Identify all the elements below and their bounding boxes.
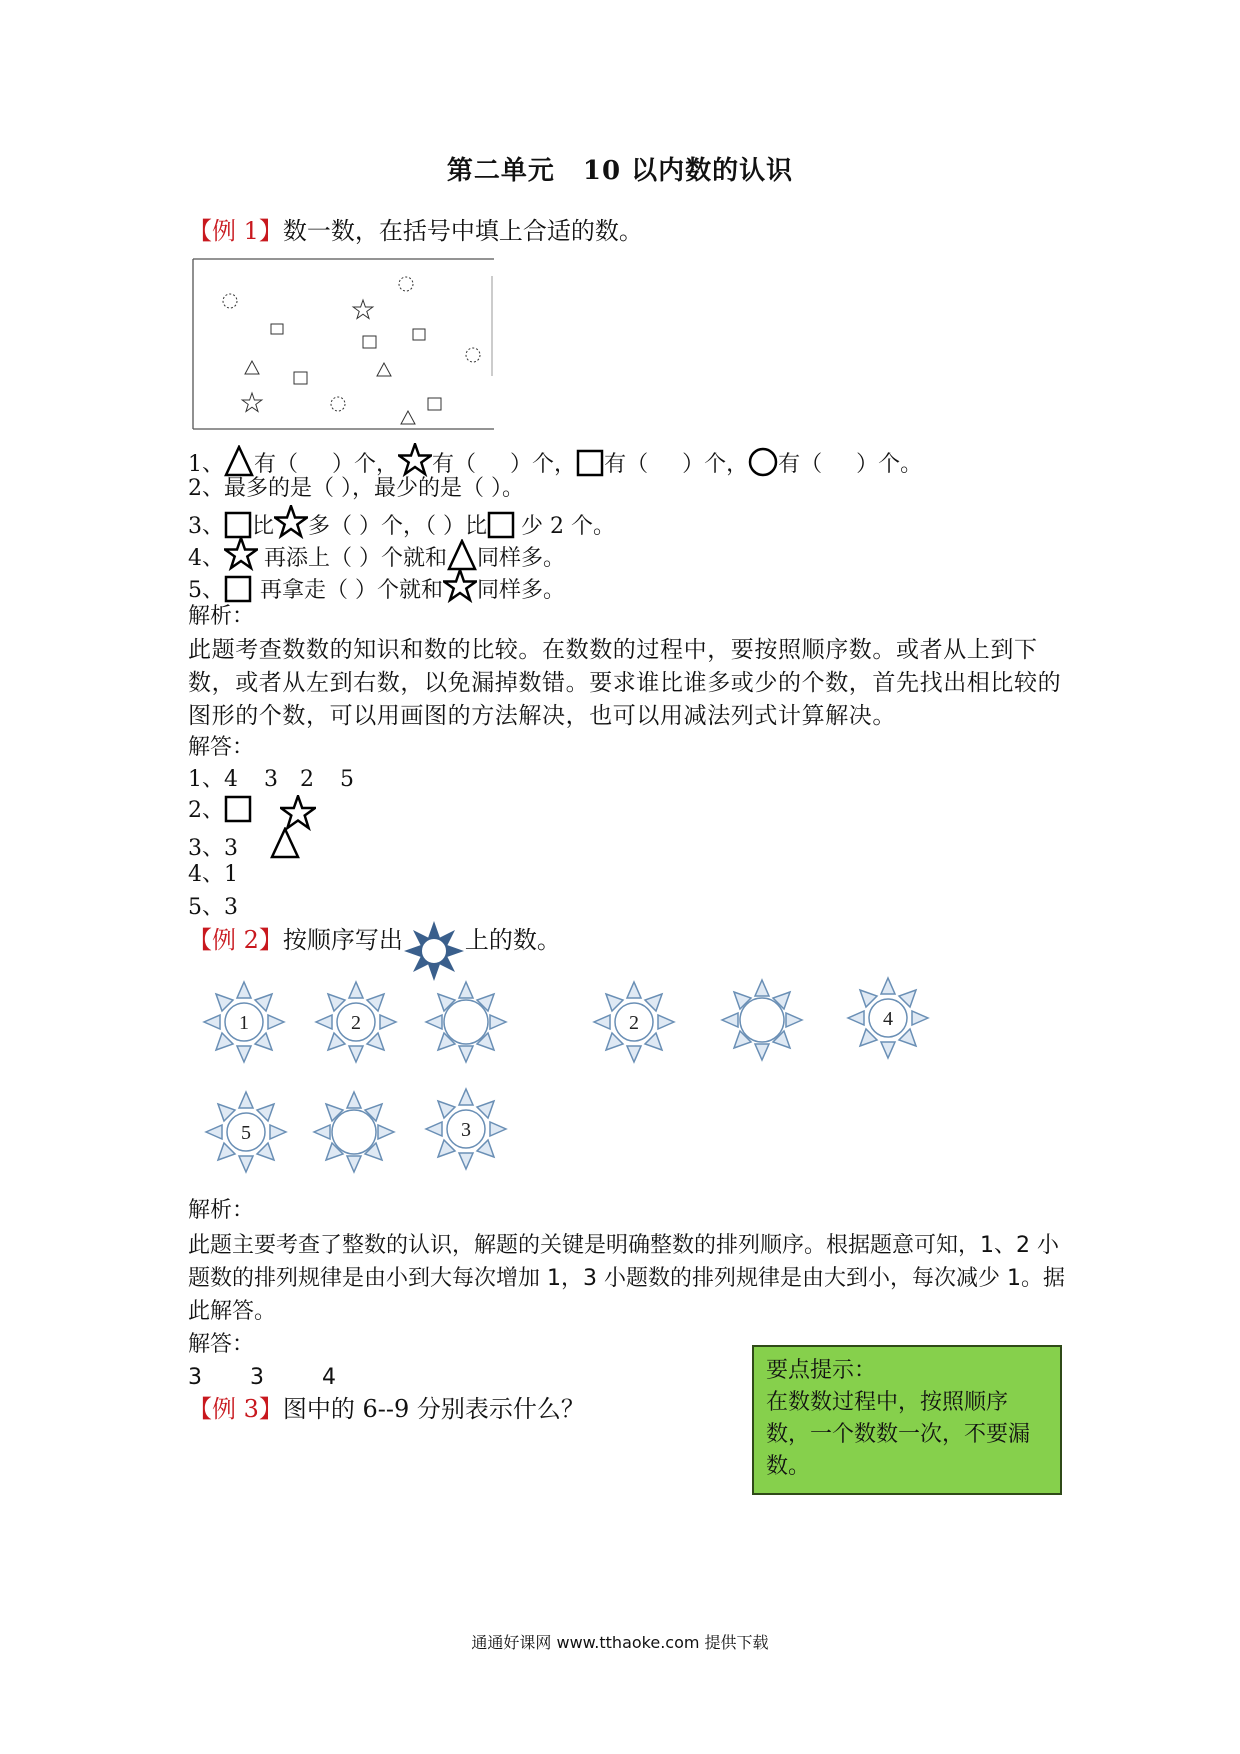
q1-text-4: ）个， [510,452,577,477]
star-icon [224,537,258,571]
sun-6 [846,976,930,1060]
star-icon [443,569,477,603]
q3-text-2: 多（ ）个，（ ）比 [308,514,488,539]
q1-num: 1、 [188,452,224,477]
square-icon [224,795,252,823]
tip-box [752,1345,1062,1495]
analysis-text: 此题考查数数的知识和数的比较。在数数的过程中，要按照顺序数。或者从上到下数，或者从左到右数，以免漏掉数错。要求谁比谁多或少的个数，首先找出相比较的图形的个数，可以用画图的方法解决，也可以用减法列式计算解决。 [188,637,1062,729]
q1-text-3: 有（ [432,452,477,477]
q1-text-8: ）个。 [856,452,923,477]
sun-4 [592,980,676,1064]
q4-text-1: 再添上（ ）个就和 [264,546,447,571]
q2-text: 最多的是（ ），最少的是（ ）。 [224,476,524,501]
sun-7 [204,1090,288,1174]
square-icon [224,511,252,539]
title-right: 10 以内数的认识 [582,156,794,186]
sun-3 [424,980,508,1064]
triangle-icon [447,539,477,571]
sun-9 [424,1087,508,1171]
example2-label: 【例 2】 [188,926,283,954]
example3-heading [188,1394,585,1424]
answer2-values [188,1363,336,1393]
sun-number: 5 [241,1122,251,1144]
example2-heading [188,925,561,968]
title-left: 第二单元 [446,156,555,186]
sun-number: 2 [629,1012,639,1034]
a5-num: 5、 [188,895,224,920]
triangle-icon [224,445,254,477]
a1-value: 5 [340,767,354,792]
sun-5 [720,978,804,1062]
sun-number: 4 [883,1008,893,1030]
answer-3 [188,827,300,864]
sun-1 [202,980,286,1064]
q4-num: 4、 [188,546,224,571]
sun-2 [314,980,398,1064]
answer2-value: 4 [322,1365,336,1390]
a1-value: 4 [224,767,238,792]
triangle-icon [270,827,300,859]
answer-label: 解答： [188,735,255,760]
a1-value: 3 [264,767,278,792]
q1-text-7: 有（ [778,452,823,477]
a1-value: 2 [300,767,314,792]
q5-text-2: 同样多。 [477,578,566,603]
answer-2 [188,795,316,831]
q1-text-2: ）个， [332,452,399,477]
star-icon [274,505,308,539]
sun-8 [312,1090,396,1174]
example1-prompt: 数一数，在括号中填上合适的数。 [282,217,643,245]
q3-text-1: 比 [252,514,275,539]
q3-text-3: 少 2 个。 [521,514,615,539]
answer-5 [188,893,238,923]
tip-title: 要点提示： [766,1358,877,1383]
answer2-label: 解答： [188,1332,255,1357]
star-icon [398,443,432,477]
example1-label: 【例 1】 [188,217,283,245]
question-5 [188,569,565,606]
shapes-figure [190,256,500,432]
answer-4 [188,860,238,890]
sun-number: 3 [461,1119,471,1141]
analysis-label: 解析： [188,604,255,629]
square-icon [576,449,604,477]
a3-value: 3 [224,836,238,861]
star-icon [280,795,316,831]
sun-number: 1 [239,1012,249,1034]
a1-num: 1、 [188,767,224,792]
circle-icon [748,447,778,477]
sun-icon [403,920,465,982]
answer-1 [188,765,354,795]
q1-text-5: 有（ [604,452,649,477]
a2-num: 2、 [188,798,224,823]
q3-num: 3、 [188,514,224,539]
answer2-value: 3 [188,1365,202,1390]
analysis2-text: 此题主要考查了整数的认识，解题的关键是明确整数的排列顺序。根据题意可知，1、2 小题数的排列规律是由小到大每次增加 1，3 小题数的排列规律是由大到小，每次减少 1。据此解答。 [188,1233,1065,1324]
example1-heading [188,216,643,246]
example3-label: 【例 3】 [188,1395,283,1423]
answer2-value: 3 [250,1365,264,1390]
q1-text-1: 有（ [254,452,299,477]
q2-num: 2、 [188,476,224,501]
analysis2-label: 解析： [188,1198,255,1223]
footer: 通通好课网 www.tthaoke.com 提供下载 [471,1633,769,1652]
example3-text: 图中的 6--9 分别表示什么？ [282,1395,585,1423]
example2-text-1: 按顺序写出 [282,926,403,954]
q5-text-1: 再拿走（ ）个就和 [260,578,443,603]
tip-body: 在数数过程中，按照顺序数，一个数数一次，不要漏数。 [766,1390,1031,1479]
q5-num: 5、 [188,578,224,603]
example2-text-2: 上的数。 [464,926,561,954]
page-title [0,150,1240,187]
q4-text-2: 同样多。 [477,546,566,571]
square-icon [224,575,252,603]
a4-num: 4、 [188,862,224,887]
q1-text-6: ）个， [682,452,749,477]
a5-value: 3 [224,895,238,920]
a3-num: 3、 [188,836,224,861]
sun-number: 2 [351,1012,361,1034]
square-icon [487,511,515,539]
question-2 [188,474,524,504]
a4-value: 1 [224,862,238,887]
